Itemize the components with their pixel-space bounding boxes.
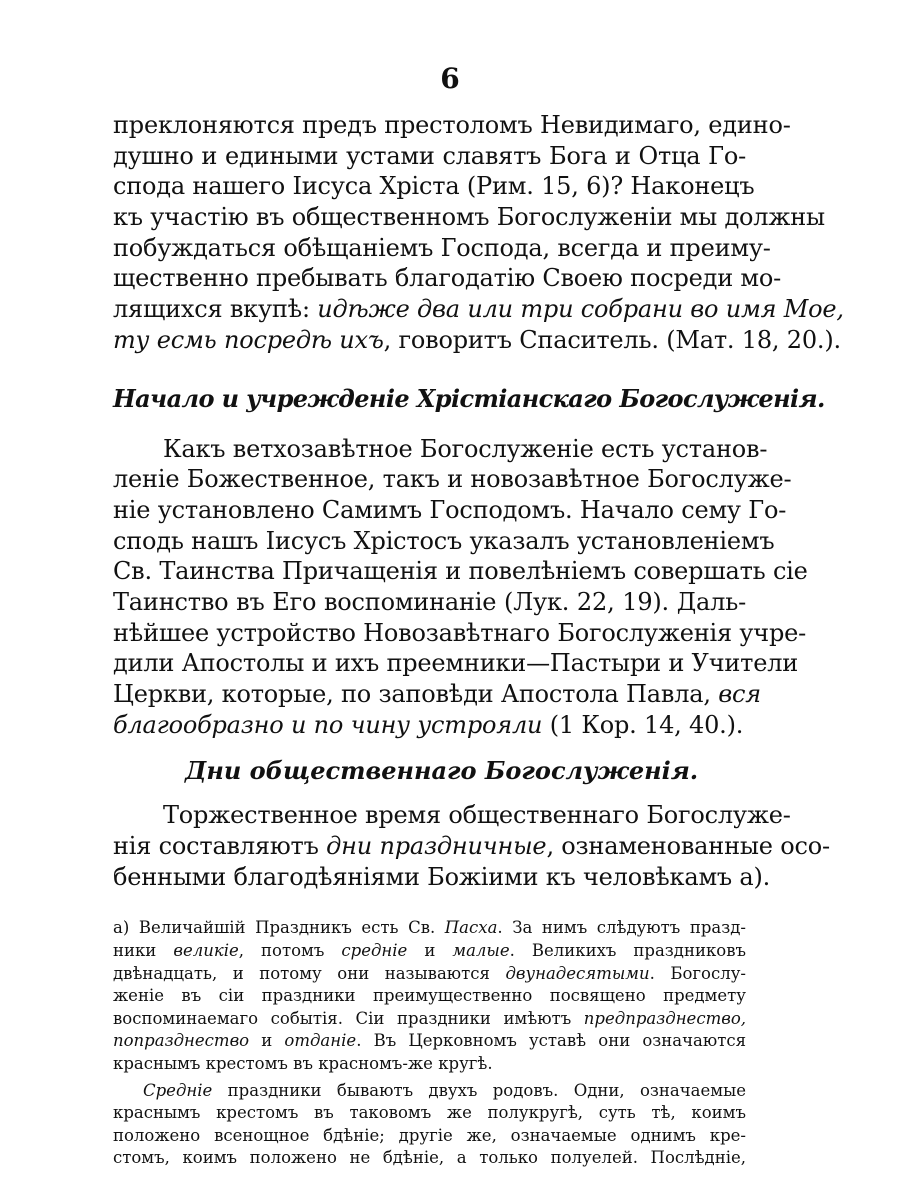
text-line: бенными благодѣяніями Божіими къ человѣкамъ а). — [113, 862, 771, 891]
footnote-line: женіе въ сіи праздники преимущественно посвящено предмету — [113, 986, 746, 1006]
text-line: нія составляютъ дни праздничные, ознаменованные осо- — [113, 832, 830, 861]
text-line: благообразно и по чину устрояли (1 Кор. 14, 40.). — [113, 710, 744, 739]
text-line: дили Апостолы и ихъ преемники—Пастыри и Учители — [113, 649, 799, 678]
paragraph-intro — [113, 110, 844, 356]
footnote-line: воспоминаемаго событія. Сіи праздники имѣютъ предпразднество, — [113, 1008, 746, 1028]
text-line: нѣйшее устройство Новозавѣтнаго Богослуженія учре- — [113, 618, 807, 647]
text-line: Таинство въ Его воспоминаніе (Лук. 22, 19). Даль- — [113, 587, 746, 616]
section-heading-origin: Начало и учрежденіе Хрістіанскаго Богослуженія. — [113, 383, 825, 413]
scripture-quote: благообразно и по чину устрояли — [113, 710, 543, 739]
text-line: ніе установлено Самимъ Господомъ. Начало сему Го- — [113, 495, 787, 524]
text-line: щественно пребывать благодатію Своею посреди мо- — [113, 264, 782, 293]
text-line: Какъ ветхозавѣтное Богослуженіе есть установ- — [163, 434, 768, 463]
page-number: 6 — [440, 62, 460, 95]
text-line: къ участію въ общественномъ Богослуженіи мы должны — [113, 203, 825, 232]
footnote-line: краснымъ крестомъ въ красномъ-же кругѣ. — [113, 1054, 493, 1073]
text-line: леніе Божественное, такъ и новозавѣтное Богослуже- — [113, 465, 792, 494]
footnote-line: а) Величайшій Праздникъ есть Св. Пасха. За нимъ слѣдуютъ празд- — [113, 918, 746, 938]
footnote-line: Средніе праздники бываютъ двухъ родовъ. Одни, означаемые — [143, 1080, 746, 1100]
scripture-quote: вся — [718, 680, 761, 708]
scripture-quote: ту есмь посредѣ ихъ — [113, 325, 384, 354]
text-line: спода нашего Іисуса Хріста (Рим. 15, 6)? Наконецъ — [113, 172, 755, 201]
text-line: сподь нашъ Іисусъ Хрістосъ указалъ установленіемъ — [113, 526, 775, 555]
page-body — [113, 110, 844, 1170]
section-heading-days: Дни общественнаго Богослуженія. — [185, 756, 699, 786]
paragraph-days — [113, 800, 830, 892]
text-line: душно и едиными устами славятъ Бога и Отца Го- — [113, 141, 746, 170]
text-line: преклоняются предъ престоломъ Невидимаго, едино- — [113, 111, 791, 139]
emphasis: дни праздничные — [326, 832, 547, 861]
text-line: Церкви, которые, по заповѣди Апостола Павла, вся — [113, 680, 761, 708]
footnote-line: ники великіе, потомъ средніе и малые. Великихъ праздниковъ — [113, 941, 746, 961]
footnote-line: положено всенощное бдѣніе; другіе же, означаемые однимъ кре- — [113, 1125, 746, 1145]
footnote — [113, 917, 746, 1170]
footnote-line: попразднество и отданіе. Въ Церковномъ уставѣ они означаются — [113, 1031, 746, 1051]
text-line: Торжественное время общественнаго Богослуже- — [163, 801, 791, 830]
text-line: побуждаться обѣщаніемъ Господа, всегда и преиму- — [113, 233, 771, 262]
paragraph-origin — [113, 434, 808, 741]
scripture-quote: идѣже два или три собрани во имя Мое, — [317, 295, 844, 324]
footnote-line: краснымъ крестомъ въ таковомъ же полукругѣ, суть тѣ, коимъ — [113, 1103, 746, 1123]
footnote-line: двѣнадцать, и потому они называются двунадесятыми. Богослу- — [113, 963, 746, 983]
text-line: лящихся вкупѣ: идѣже два или три собрани во имя Мое, — [113, 295, 844, 324]
footnote-line: стомъ, коимъ положено не бдѣніе, а только полуелей. Послѣдніе, — [113, 1148, 746, 1168]
text-line: Св. Таинства Причащенія и повелѣніемъ совершать сіе — [113, 557, 808, 586]
text-line: ту есмь посредѣ ихъ, говоритъ Спаситель. (Мат. 18, 20.). — [113, 325, 841, 354]
